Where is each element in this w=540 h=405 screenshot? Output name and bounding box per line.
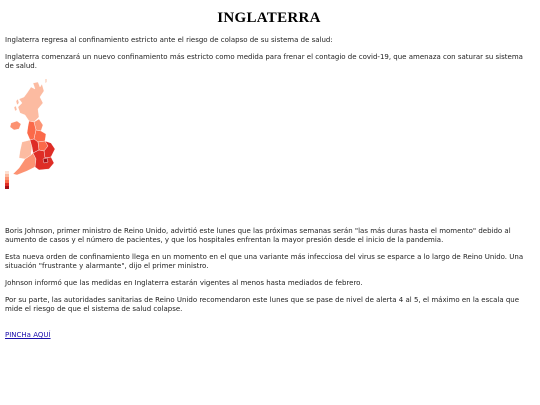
map-region-scotland	[18, 82, 44, 122]
map-region-london	[43, 158, 48, 163]
paragraph-alert-level: Por su parte, las autoridades sanitarias de Reino Unido recomendaron este lunes que se pase de nivel de alerta 4 al 5, el máximo en la escala que mide el riesgo de que el sistema de salud colapse.	[5, 296, 520, 313]
uk-map-image	[5, 79, 75, 213]
paragraph-lockdown: Inglaterra comenzará un nuevo confinamiento más estricto como medida para frenar el contagio de covid-19, que amenaza con saturar su sistema de salud.	[5, 53, 523, 70]
intro-paragraph: Inglaterra regresa al confinamiento estricto ante el riesgo de colapso de su sistema de salud:	[5, 36, 333, 44]
pincha-aqui-link[interactable]: PINCHa AQUÍ	[5, 331, 51, 339]
article	[5, 6, 533, 341]
map-legend	[5, 171, 11, 189]
page-title: INGLATERRA	[217, 10, 321, 26]
map-region-shetland	[45, 79, 47, 83]
legend-swatch	[5, 186, 9, 189]
paragraph-variant: Esta nueva orden de confinamiento llega en un momento en el que una variante más infecciosa del virus se esparce a lo largo de Reino Unido. Una situación "frustrante y alarmante", dijo el primer ministro.	[5, 253, 524, 270]
paragraph-johnson-warning: Boris Johnson, primer ministro de Reino Unido, advirtió este lunes que las próximas semanas serán "las más duras hasta el momento" debido al aumento de casos y el número de pacientes, y que los hospitales enfrentan la mayor presión desde el inicio de la pandemia.	[5, 227, 511, 244]
legend-item	[5, 186, 11, 189]
uk-covid-map	[5, 79, 75, 213]
map-region-northern-ireland	[10, 121, 21, 130]
map-region-islands	[14, 99, 19, 111]
paragraph-february: Johnson informó que las medidas en Inglaterra estarán vigentes al menos hasta mediados de febrero.	[5, 279, 363, 287]
